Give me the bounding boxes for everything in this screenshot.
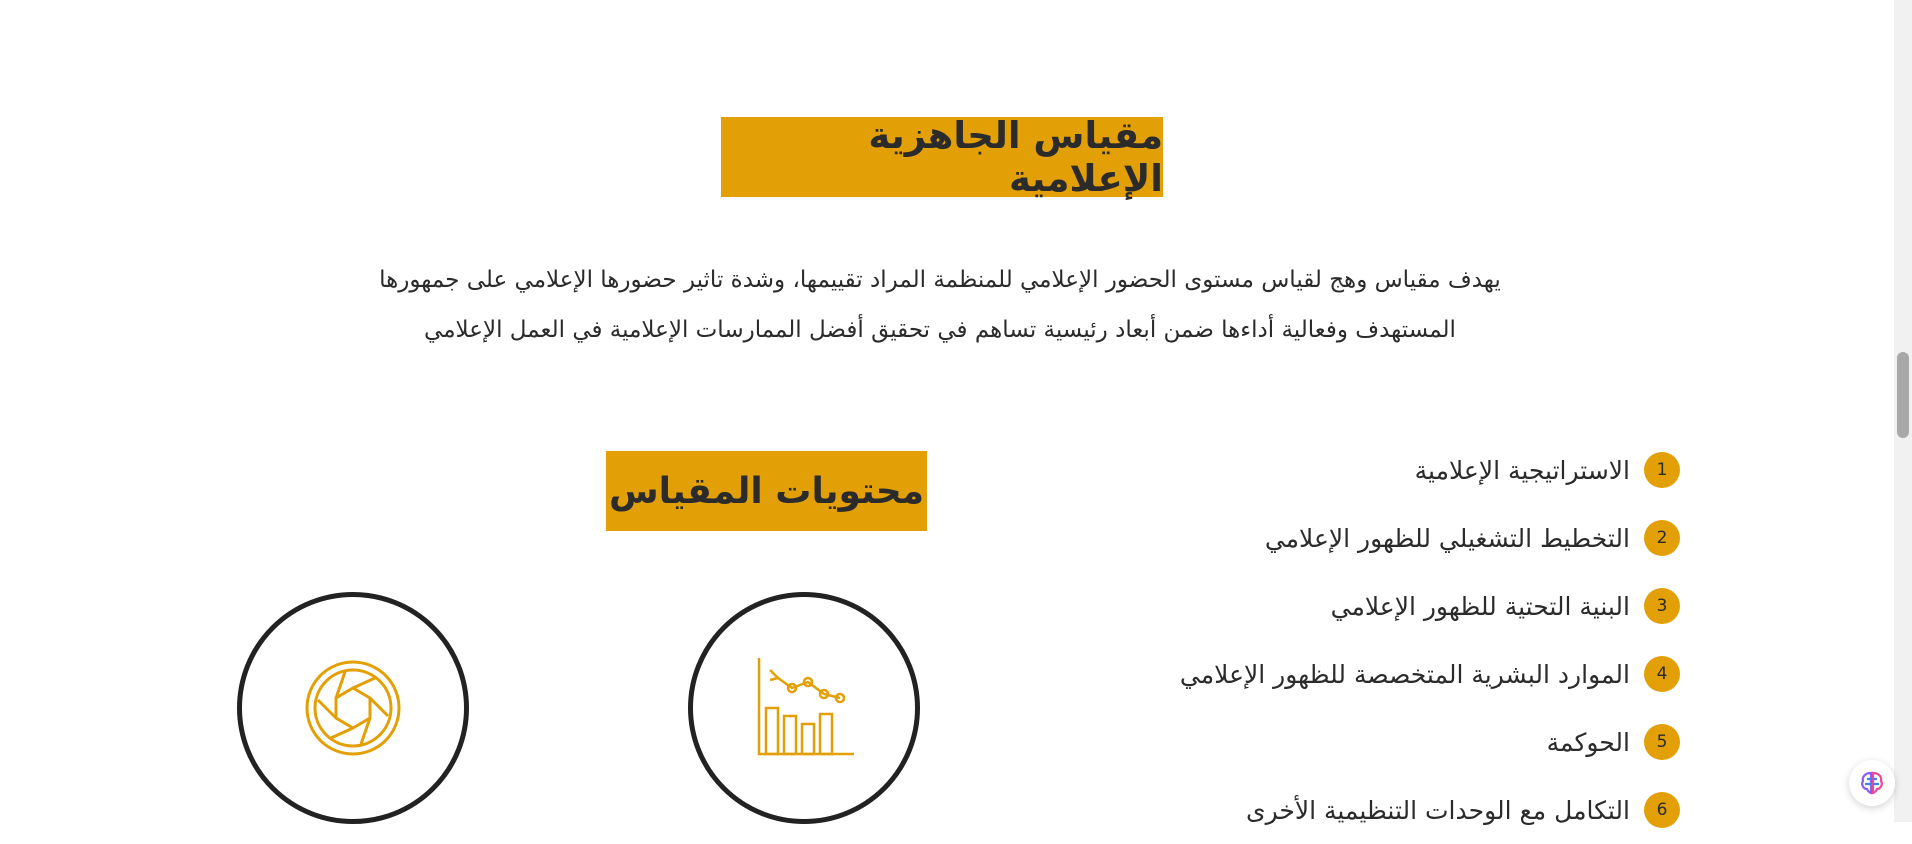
- chat-widget-button[interactable]: [1849, 760, 1895, 806]
- intro-description: [280, 255, 1600, 355]
- item-label: التكامل مع الوحدات التنظيمية الأخرى: [1246, 795, 1630, 825]
- list-item: [960, 640, 1680, 708]
- page-title: مقياس الجاهزية الإعلامية: [721, 117, 1163, 197]
- description-line-1: يهدف مقياس وهج لقياس مستوى الحضور الإعلامي للمنظمة المراد تقييمها، وشدة تاثير حضورها الإعلامي على جمهورها: [379, 267, 1501, 293]
- page-scrollbar[interactable]: [1894, 0, 1912, 822]
- scrollbar-thumb[interactable]: [1897, 352, 1909, 438]
- bar-chart-trend-icon: [754, 658, 854, 758]
- item-label: البنية التحتية للظهور الإعلامي: [1330, 591, 1630, 621]
- item-label: التخطيط التشغيلي للظهور الإعلامي: [1264, 523, 1630, 553]
- item-number-badge: 5: [1644, 724, 1680, 760]
- item-label: الموارد البشرية المتخصصة للظهور الإعلامي: [1179, 659, 1630, 689]
- list-item: [960, 436, 1680, 504]
- item-number-badge: 2: [1644, 520, 1680, 556]
- contents-list: [960, 436, 1680, 844]
- description-line-2: المستهدف وفعالية أداءها ضمن أبعاد رئيسية تساهم في تحقيق أفضل الممارسات الإعلامية في العمل الإعلامي: [424, 317, 1456, 343]
- camera-aperture-icon: [303, 658, 403, 758]
- item-number-badge: 6: [1644, 792, 1680, 828]
- contents-title: محتويات المقياس: [606, 451, 927, 531]
- item-label: الاستراتيجية الإعلامية: [1414, 455, 1630, 485]
- item-number-badge: 4: [1644, 656, 1680, 692]
- feature-circle-right: [688, 592, 920, 824]
- list-item: [960, 504, 1680, 572]
- list-item: [960, 776, 1680, 844]
- item-number-badge: 3: [1644, 588, 1680, 624]
- item-number-badge: 1: [1644, 452, 1680, 488]
- item-label: الحوكمة: [1546, 727, 1630, 757]
- list-item: [960, 708, 1680, 776]
- list-item: [960, 572, 1680, 640]
- brain-icon: [1859, 770, 1885, 796]
- feature-circle-left: [237, 592, 469, 824]
